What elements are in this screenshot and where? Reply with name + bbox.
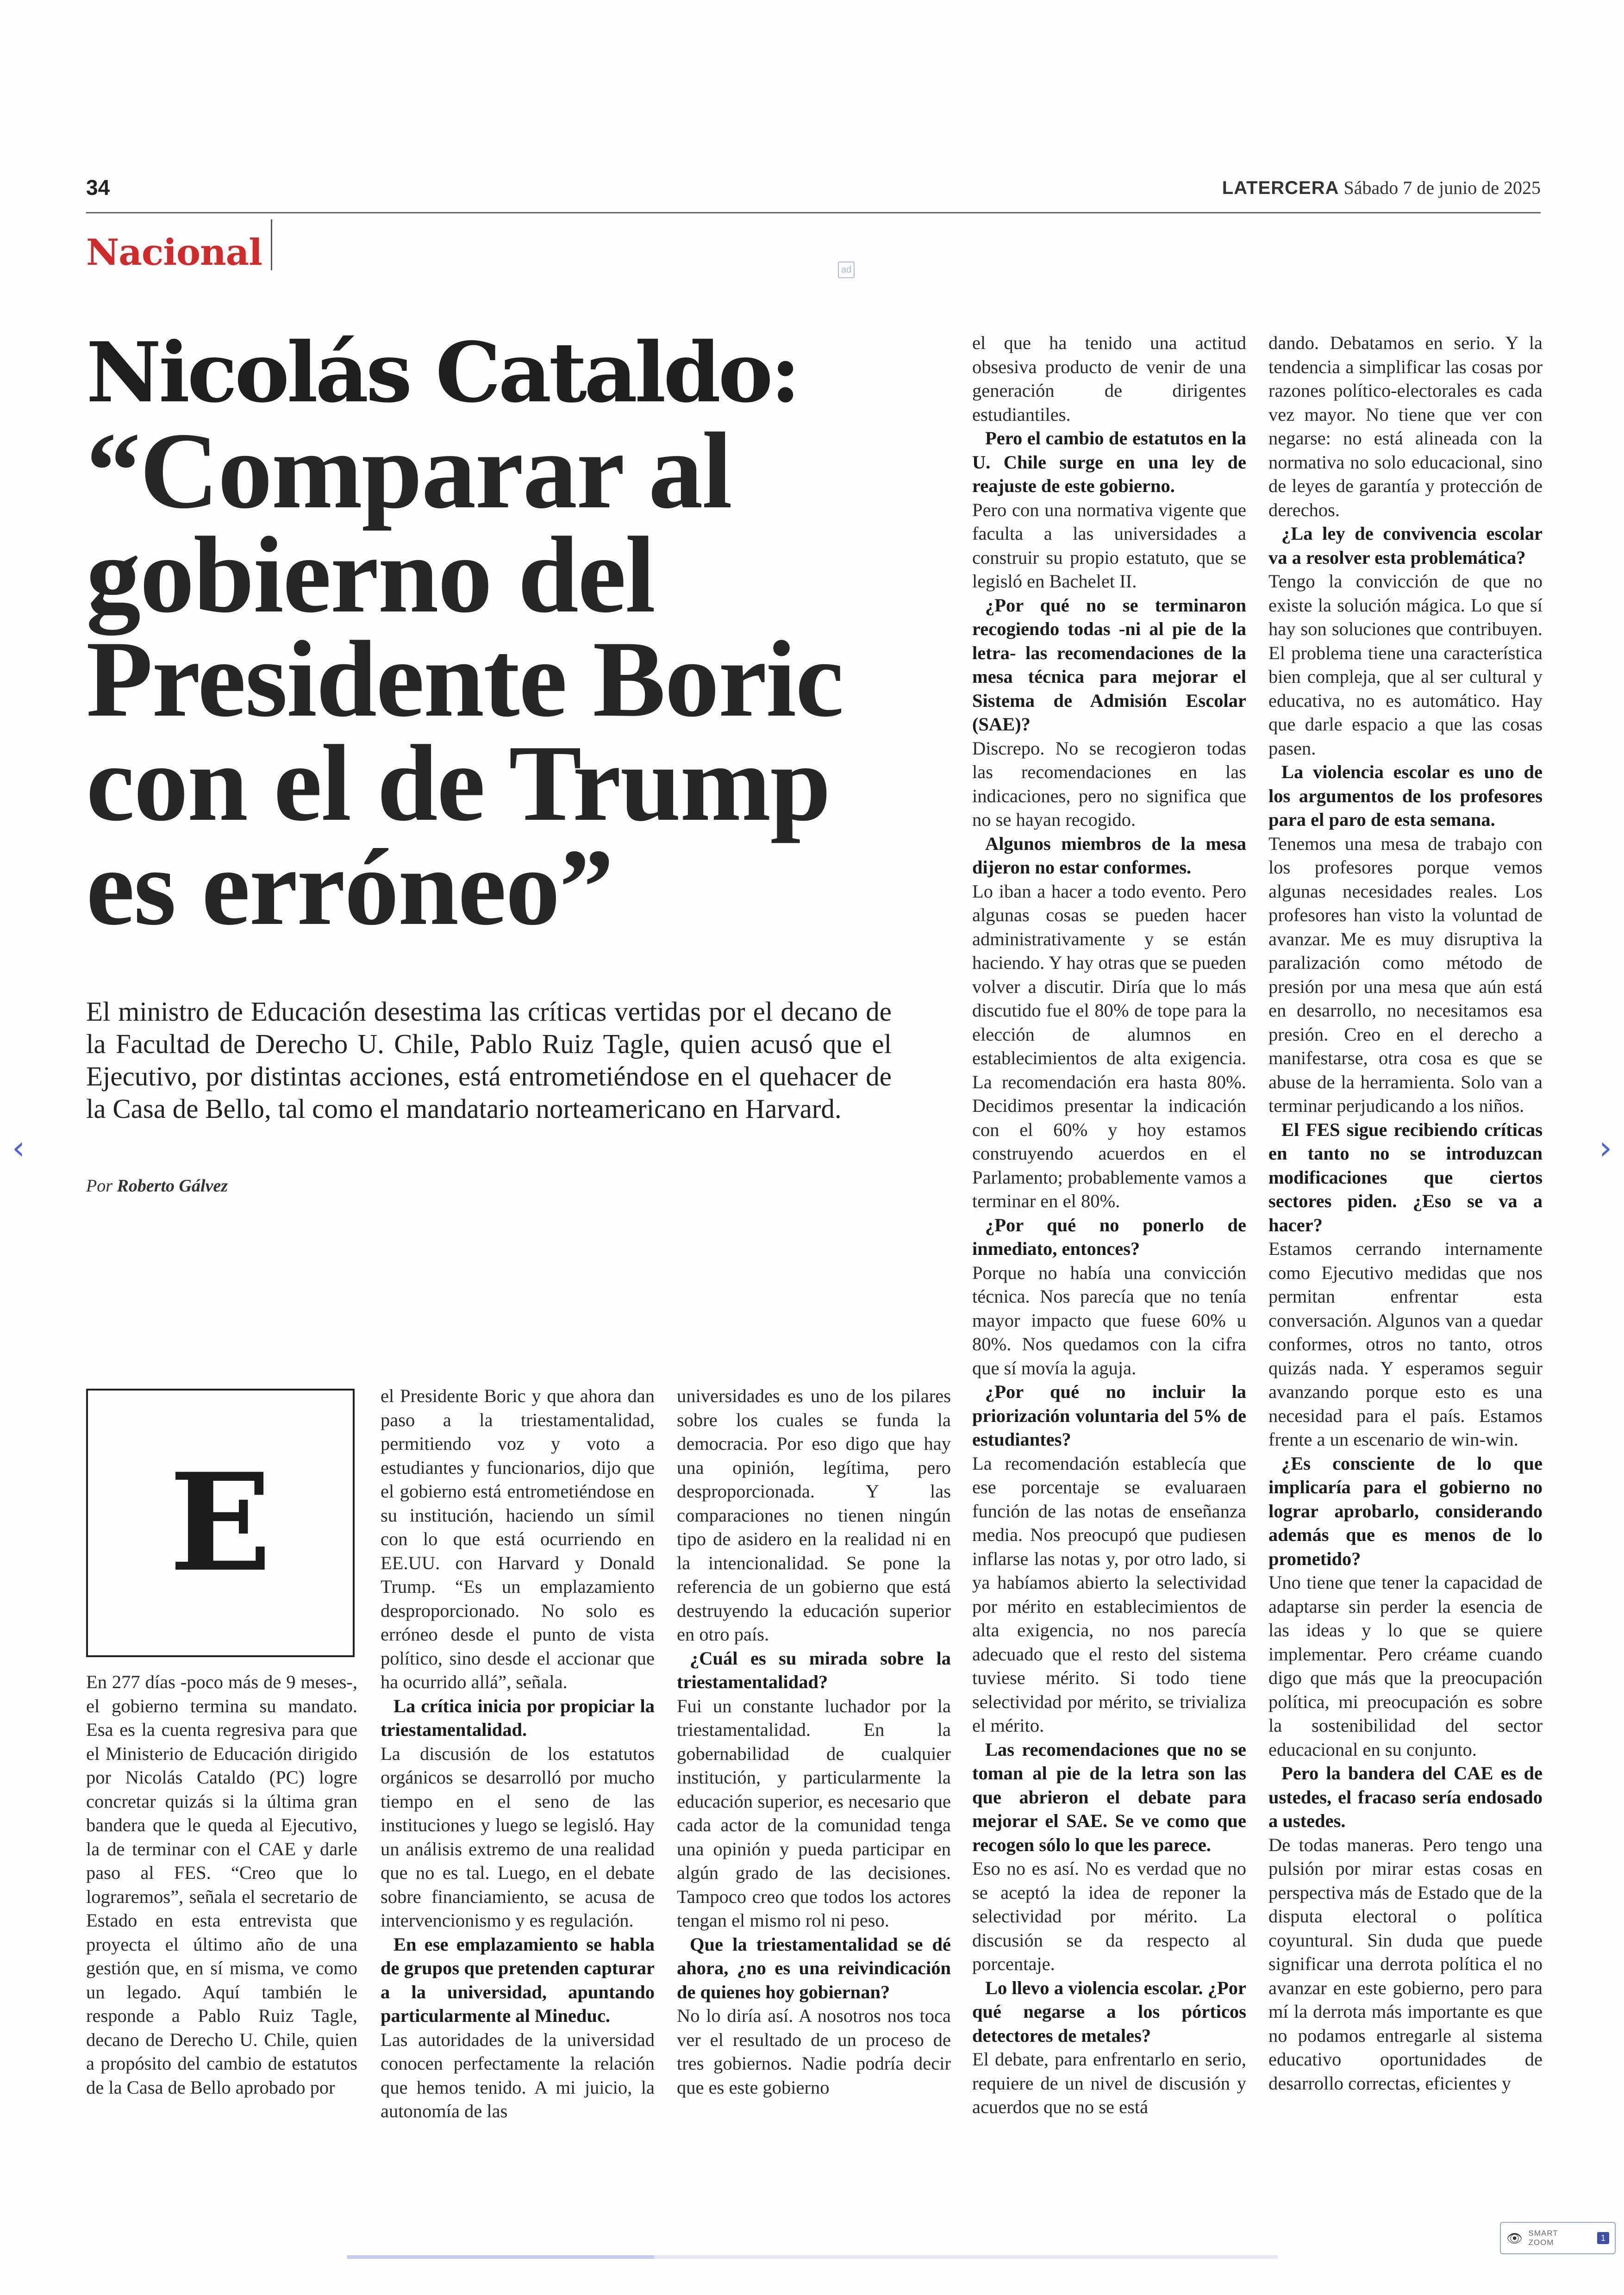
smart-zoom-count-badge: 1 (1597, 2232, 1609, 2244)
paragraph: Uno tiene que tener la capacidad de adaptarse sin perder la esencia de las ideas y lo que se quiere implementar. Pero créame cuando digo que más que la preocupación política, mi preocupación es sobre la sostenibilidad del sector educacional en su conjunto. (1268, 1572, 1543, 1760)
paragraph: De todas maneras. Pero tengo una pulsión por mirar estas cosas en perspectiva más de Estado que de la disputa electoral o política coyuntural. Sin duda que puede significar una derrota política el no avanzar en este gobierno, pero para mí la derrota más importante es que no podamos entregarle al sistema educativo oportunidades de desarrollo correctas, eficientes y (1268, 1834, 1543, 2094)
dropcap-box (86, 1389, 355, 1657)
paragraph: Las autoridades de la universidad conocen perfectamente la relación que hemos tenido. A mi juicio, la autonomía de las (381, 2029, 655, 2121)
masthead (1222, 177, 1541, 199)
page-number: 34 (86, 175, 110, 200)
smart-zoom-line2: ZOOM (1528, 2238, 1554, 2247)
section-divider (271, 219, 272, 270)
paragraph: Lo iban a hacer a todo evento. Pero algunas cosas se pueden hacer administrativamente y se están haciendo. Y hay otras que se pueden volver a discutir. Diría que lo más discutido fue el 80% de tope para la elección de alumnos en establecimientos de alta exigencia. La recomendación era hasta 80%. Decidimos presentar la indicación con el 60% y hoy estamos construyendo acuerdos en el Parlamento; probablemente vamos a terminar en el 80%. (972, 880, 1246, 1211)
paragraph: el que ha tenido una actitud obsesiva producto de venir de una generación de dirigentes estudiantiles. (972, 332, 1246, 425)
interview-question: El FES sigue recibiendo críticas en tanto no se introduzcan modificaciones que ciertos sectores piden. ¿Eso se va a hacer? (1268, 1119, 1543, 1235)
interview-question: Pero la bandera del CAE es de ustedes, el fracaso sería endosado a ustedes. (1268, 1763, 1543, 1831)
paragraph: Pero con una normativa vigente que faculta a las universidades a construir su propio estatuto, que se legisló en Bachelet II. (972, 499, 1246, 592)
masthead-brand: LATERCERA (1222, 178, 1339, 198)
paragraph: La discusión de los estatutos orgánicos se desarrolló por mucho tiempo en el seno de las instituciones y luego se legisló. Hay un análisis extremo de una realidad que no es tal. Luego, en el debate sobre financiamiento, se acusa de intervencionismo y es regulación. (381, 1743, 655, 1931)
byline (86, 1176, 228, 1196)
smart-zoom-line1: SMART (1528, 2229, 1558, 2238)
smart-zoom-label (1529, 2229, 1558, 2247)
eye-icon: 👁 (1506, 2231, 1523, 2245)
paragraph: Porque no había una convicción técnica. Nos parecía que no tenía mayor impacto que fuese 60% u 80%. Nos quedamos con la cifra que sí movía la aguja. (972, 1262, 1246, 1378)
interview-question: En ese emplazamiento se habla de grupos que pretenden capturar a la universidad, apuntando particularmente al Mineduc. (381, 1933, 655, 2026)
interview-question: La crítica inicia por propiciar la triestamentalidad. (381, 1695, 655, 1740)
paragraph: El debate, para enfrentarlo en serio, requiere de un nivel de discusión y acuerdos que no se está (972, 2049, 1246, 2117)
interview-question: Algunos miembros de la mesa dijeron no estar conformes. (972, 833, 1246, 878)
paragraph: Tengo la convicción de que no existe la solución mágica. Lo que sí hay son soluciones que contribuyen. El problema tiene una característica bien compleja, que al ser cultural y educativa, no es automático. Hay que darle espacio a que las cosas pasen. (1268, 571, 1543, 759)
article-column-2 (381, 1384, 655, 2134)
reading-progress-bar[interactable] (347, 2255, 1278, 2259)
paragraph: La recomendación establecía que ese porcentaje se evaluaraen función de las notas de enseñanza media. Nos preocupó que pudiesen inflarse las notas y, por otro lado, si ya habíamos abierto la selectividad por mérito en establecimientos de alta exigencia, no nos parecía adecuado que el resto del sistema tuviese mérito. Si todo tiene selectividad por mérito, se trivializa el mérito. (972, 1453, 1246, 1736)
interview-question: Pero el cambio de estatutos en la U. Chile surge en una ley de reajuste de este gobierno. (972, 428, 1246, 496)
article-dek: El ministro de Educación desestima las críticas vertidas por el decano de la Facultad de Derecho U. Chile, Pablo Ruiz Tagle, quien acusó que el Ejecutivo, por distintas acciones, está entrometiéndose en el quehacer de la Casa de Bello, tal como el mandatario norteamericano en Harvard. (86, 996, 892, 1124)
paragraph: Discrepo. No se recogieron todas las recomendaciones en las indicaciones, pero no significa que no se hayan recogido. (972, 737, 1246, 830)
article-column-1 (86, 1670, 357, 2133)
headline-quote: “Comparar al gobierno del Presidente Boric con el de Trump es erróneo” (86, 411, 843, 948)
ad-marker-icon[interactable]: ad (838, 262, 855, 278)
header-rule (86, 212, 1541, 213)
paragraph: Estamos cerrando internamente como Ejecutivo medidas que nos permitan enfrentar esta conversación. Algunos van a quedar conformes, otros no tanto, otros quizás nada. Y esperamos seguir avanzando porque esto es una necesidad para el país. Estamos frente a un escenario de win-win. (1268, 1238, 1543, 1450)
article-column-3 (677, 1384, 951, 2134)
paragraph: Tenemos una mesa de trabajo con los profesores porque vemos algunas necesidades reales. Los profesores han visto la voluntad de avanzar. Me es muy disruptiva la paralización como método de presión por una mesa que aún está en desarrollo, no necesitamos esa presión. Creo en el derecho a manifestarse, otra cosa es que se abuse de la herramienta. Solo van a terminar perjudicando a los niños. (1268, 833, 1543, 1116)
interview-question: ¿Es consciente de lo que implicaría para el gobierno no lograr aprobarlo, considerando además que es menos de lo prometido? (1268, 1453, 1543, 1569)
paragraph: No lo diría así. A nosotros nos toca ver el resultado de un proceso de tres gobiernos. Nadie podría decir que es este gobierno (677, 2005, 951, 2098)
interview-question: Que la triestamentalidad se dé ahora, ¿no es una reivindicación de quienes hoy gobiernan? (677, 1933, 951, 2002)
reading-progress-fill (347, 2255, 654, 2259)
section-label: Nacional (86, 231, 262, 274)
interview-question: Lo llevo a violencia escolar. ¿Por qué negarse a los pórticos detectores de metales? (972, 1977, 1246, 2046)
interview-question: ¿Por qué no ponerlo de inmediato, entonces? (972, 1214, 1246, 1259)
paragraph: Eso no es así. No es verdad que no se aceptó la idea de reponer la selectividad por mérito. La discusión se da respecto al porcentaje. (972, 1858, 1246, 1974)
next-page-icon[interactable]: › (1599, 1129, 1612, 1167)
paragraph: universidades es uno de los pilares sobre los cuales se funda la democracia. Por eso digo que hay una opinión, legítima, pero desproporcionada. Y las comparaciones no tienen ningún tipo de asidero en la realidad ni en la intencionalidad. Se pone la referencia de un gobierno que está destruyendo la educación superior en otro país. (677, 1385, 951, 1645)
interview-question: ¿La ley de convivencia escolar va a resolver esta problemática? (1268, 523, 1543, 568)
paragraph: En 277 días -poco más de 9 meses-, el gobierno termina su mandato. Esa es la cuenta regresiva para que el Ministerio de Educación dirigido por Nicolás Cataldo (PC) logre concretar quizás si la última gran bandera que le queda al Ejecutivo, la de terminar con el CAE y darle paso al FES. “Creo que lo lograremos”, señala el secretario de Estado en esta entrevista que proyecta el último año de una gestión que, en sí misma, ve como un legado. Aquí también le responde a Pablo Ruiz Tagle, decano de Derecho U. Chile, quien a propósito del cambio de estatutos de la Casa de Bello aprobado por (86, 1671, 357, 2098)
byline-author: Roberto Gálvez (117, 1176, 228, 1196)
masthead-date: Sábado 7 de junio de 2025 (1343, 177, 1541, 198)
interview-question: ¿Cuál es su mirada sobre la triestamentalidad? (677, 1647, 951, 1692)
paragraph: el Presidente Boric y que ahora dan paso a la triestamentalidad, permitiendo voz y voto a estudiantes y funcionarios, dijo que el gobierno está entrometiéndose en su institución, haciendo un símil con lo que está ocurriendo en EE.UU. con Harvard y Donald Trump. “Es un emplazamiento desproporcionado. No solo es erróneo desde el punto de vista político, sino desde el accionar que ha ocurrido allá”, señala. (381, 1385, 655, 1692)
previous-page-icon[interactable]: ‹ (12, 1129, 25, 1167)
interview-question: La violencia escolar es uno de los argumentos de los profesores para el paro de esta semana. (1268, 761, 1543, 830)
smart-zoom-button[interactable] (1500, 2222, 1616, 2254)
article-column-5 (1268, 331, 1543, 2134)
article-column-4 (972, 331, 1246, 2134)
byline-prefix: Por (86, 1176, 112, 1196)
dropcap-letter: E (169, 1444, 272, 1602)
interview-question: Las recomendaciones que no se toman al pie de la letra son las que abrieron el debate para mejorar el SAE. Se ve como que recogen sólo lo que les parece. (972, 1739, 1246, 1855)
interview-question: ¿Por qué no incluir la priorización voluntaria del 5% de estudiantes? (972, 1381, 1246, 1450)
headline-name: Nicolás Cataldo: (86, 324, 798, 421)
interview-question: ¿Por qué no se terminaron recogiendo todas -ni al pie de la letra- las recomendaciones de la mesa técnica para mejorar el Sistema de Admisión Escolar (SAE)? (972, 594, 1246, 735)
paragraph: dando. Debatamos en serio. Y la tendencia a simplificar las cosas por razones político-electorales es cada vez mayor. No tiene que ver con negarse: no está alineada con la normativa no solo educacional, sino de leyes de garantía y protección de derechos. (1268, 332, 1543, 520)
paragraph: Fui un constante luchador por la triestamentalidad. En la gobernabilidad de cualquier institución, y particularmente la educación superior, es necesario que cada actor de la comunidad tenga una opinión y pueda participar en algún grado de las decisiones. Tampoco creo que todos los actores tengan el mismo rol ni peso. (677, 1695, 951, 1931)
